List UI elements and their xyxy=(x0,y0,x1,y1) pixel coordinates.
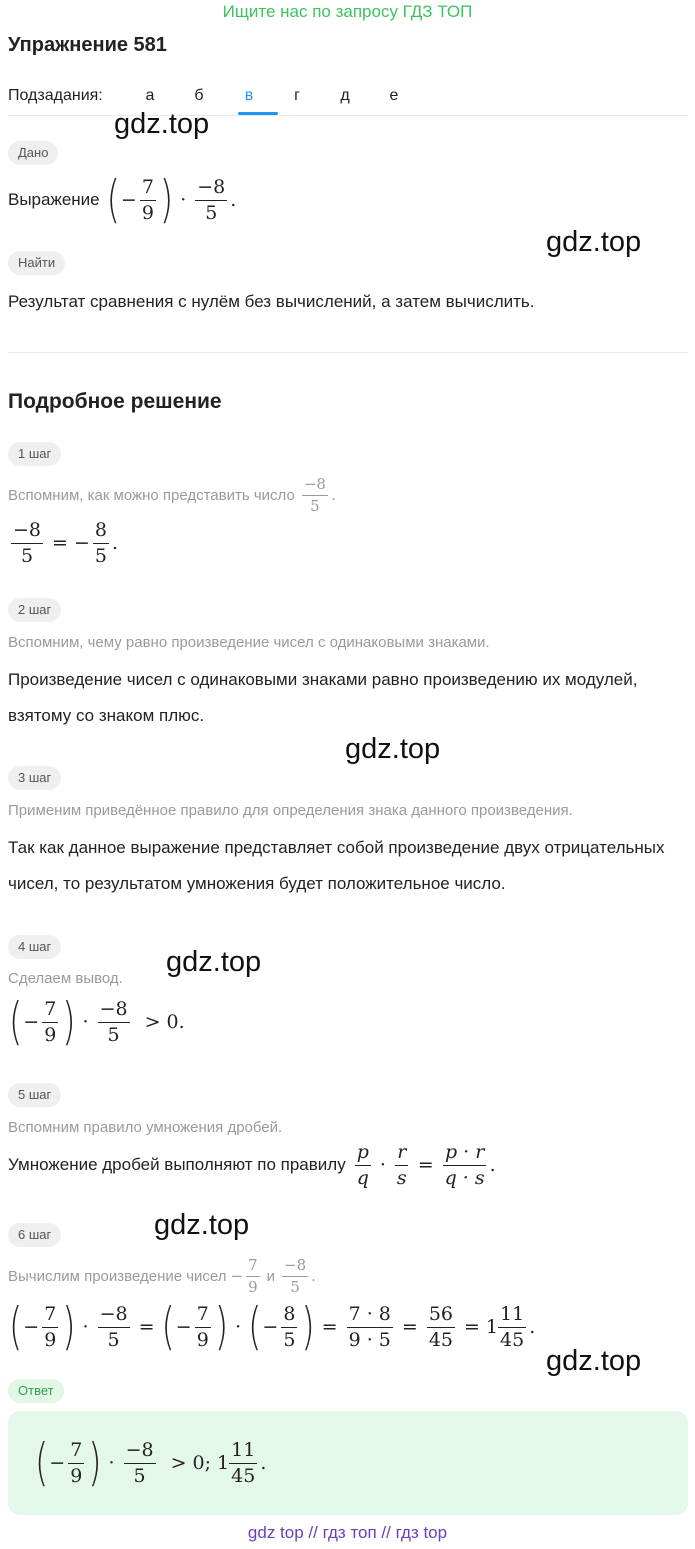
watermark: gdz.top xyxy=(546,226,642,258)
watermark: gdz.top xyxy=(345,733,441,765)
tab-e[interactable]: е xyxy=(389,87,399,104)
tab-v[interactable]: в xyxy=(244,87,254,104)
footer-links[interactable]: gdz top // гдз топ // гдз top xyxy=(247,1523,448,1542)
answer-box xyxy=(8,1411,688,1515)
section-divider xyxy=(8,352,688,353)
tab-b[interactable]: б xyxy=(194,87,204,104)
watermark: gdz.top xyxy=(166,946,262,978)
step5-chip: 5 шаг xyxy=(8,1083,61,1107)
step1-chip: 1 шаг xyxy=(8,442,61,466)
given-chip: Дано xyxy=(8,141,58,165)
step5-rule: Умножение дробей выполняют по правилу $\frac{p}{q}$ · $\frac{r}{s}$ = $\frac{p \cdot r}{q \cdot s}$ . xyxy=(8,1140,496,1189)
step2-chip: 2 шаг xyxy=(8,598,61,622)
step2-text: Произведение чисел с одинаковыми знаками равно произведению их модулей, взятому со знаком плюс. xyxy=(8,670,638,725)
step6-math: ( − $\frac{7}{9}$ ) · $\frac{-8}{5}$ = ( − $\frac{7}{9}$ ) · ( − $\frac{8}{5}$ ) = $\frac{7 \cdot 8}{9 \cdot 5}$ = $\frac{56}{45}$ = 1 $\frac{11}{45}$ . xyxy=(9,1297,536,1357)
step2-hint: Вспомним, чему равно произведение чисел с одинаковыми знаками. xyxy=(8,634,490,651)
tab-g[interactable]: г xyxy=(294,87,300,104)
watermark: gdz.top xyxy=(154,1209,250,1241)
given-lead: Выражение xyxy=(8,190,100,209)
solution-title: Подробное решение xyxy=(8,390,222,413)
subtasks-divider xyxy=(8,115,688,116)
step6-chip: 6 шаг xyxy=(8,1223,61,1247)
step3-hint: Применим приведённое правило для определения знака данного произведения. xyxy=(8,802,573,819)
step1-math: $\frac{-8}{5}$ = − $\frac{8}{5}$ . xyxy=(13,518,118,567)
watermark: gdz.top xyxy=(114,108,210,140)
promo-banner[interactable]: Ищите нас по запросу ГДЗ ТОП xyxy=(222,2,473,21)
step4-hint: Сделаем вывод. xyxy=(8,970,123,987)
subtasks-bar xyxy=(8,86,688,116)
given-math: ( − $\frac{7}{9}$ ) · $\frac{-8}{5}$ . xyxy=(106,170,237,230)
answer-math: ( − $\frac{7}{9}$ ) · $\frac{-8}{5}$ > 0; 1 $\frac{11}{45}$ . xyxy=(35,1433,267,1493)
given-expression xyxy=(8,172,236,228)
step4-math: ( − $\frac{7}{9}$ ) · $\frac{-8}{5}$ > 0 . xyxy=(9,992,185,1052)
find-chip: Найти xyxy=(8,251,65,275)
step4-chip: 4 шаг xyxy=(8,935,61,959)
step5-hint: Вспомним правило умножения дробей. xyxy=(8,1119,283,1136)
subtasks-label: Подзадания: xyxy=(8,87,103,104)
tab-d[interactable]: д xyxy=(340,87,350,104)
step3-text: Так как данное выражение представляет собой произведение двух отрицательных чисел, то результатом умножения будет положительное число. xyxy=(8,838,665,893)
step3-chip: 3 шаг xyxy=(8,766,61,790)
step6-hint: Вычислим произведение чисел − $\frac{7}{9}$ и $\frac{-8}{5}$ . xyxy=(8,1256,316,1296)
page-title: Упражнение 581 xyxy=(8,34,167,56)
find-text: Результат сравнения с нулём без вычислений, а затем вычислить. xyxy=(8,292,535,311)
step1-hint: Вспомним, как можно представить число $\frac{-8}{5}$ . xyxy=(8,475,336,515)
tab-a[interactable]: а xyxy=(145,87,155,104)
watermark: gdz.top xyxy=(546,1345,642,1377)
answer-chip: Ответ xyxy=(8,1379,64,1403)
